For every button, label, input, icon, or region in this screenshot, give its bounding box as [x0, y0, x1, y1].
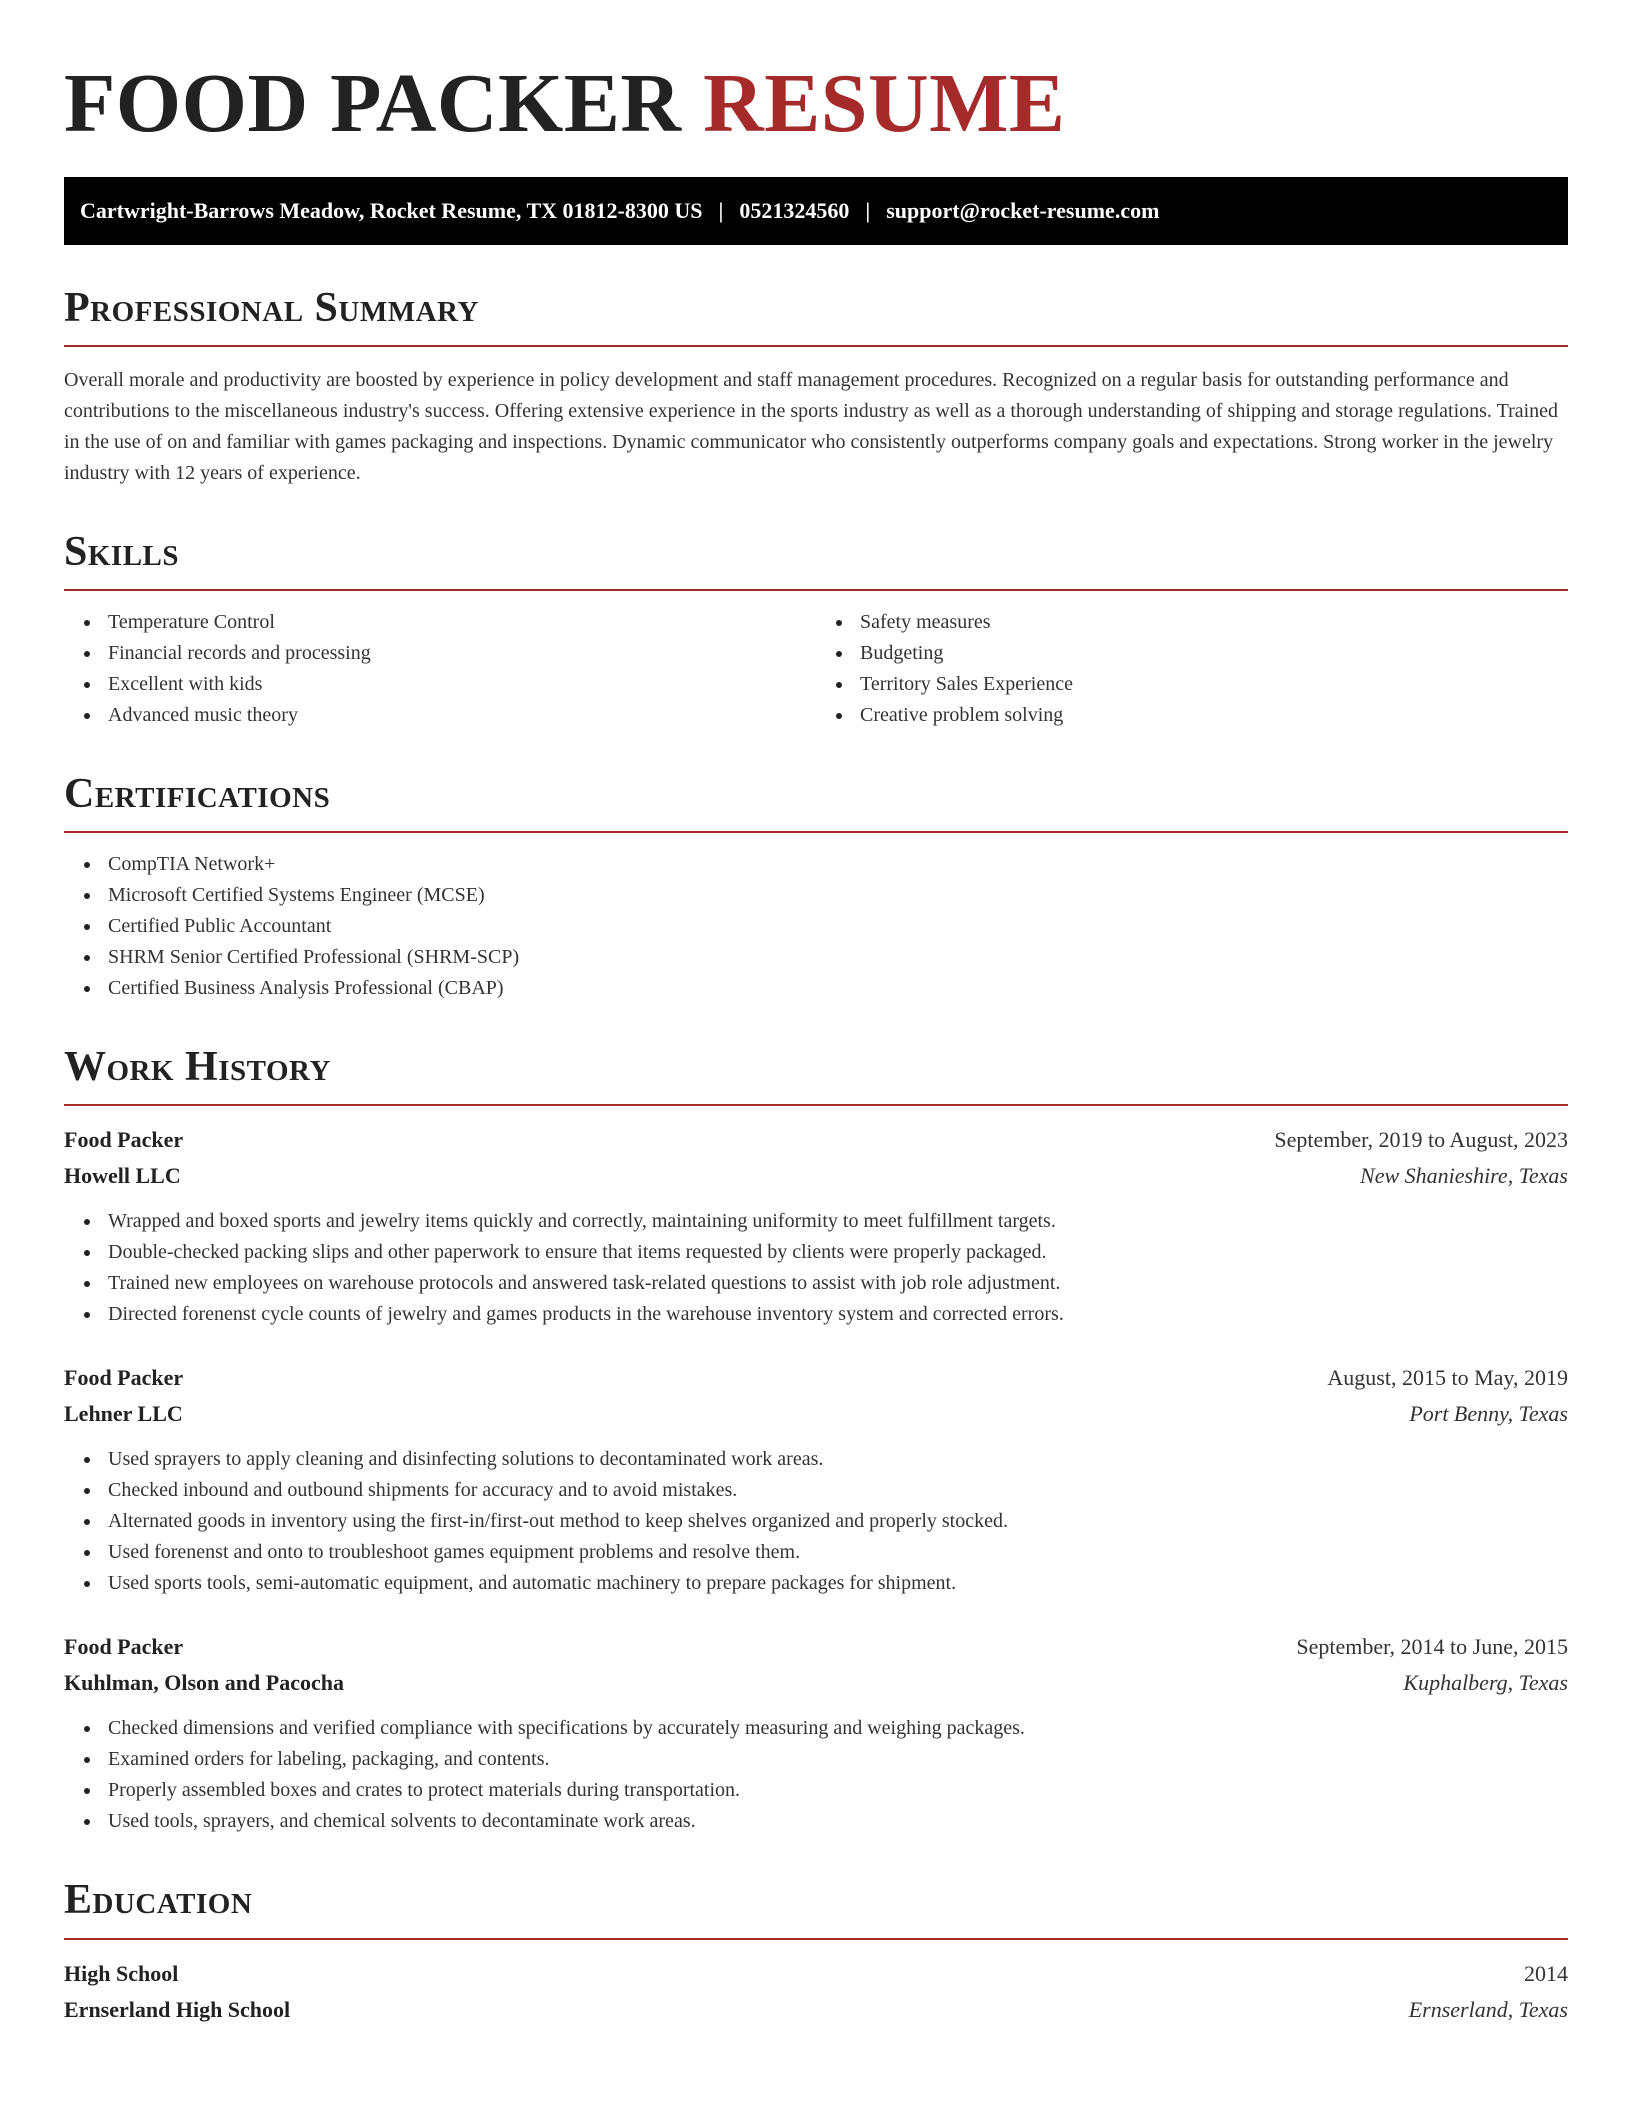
contact-separator: | [718, 197, 724, 223]
certification-item: CompTIA Network+ [108, 849, 1568, 880]
job-company-row [64, 1396, 1568, 1432]
certifications-list [64, 849, 1568, 1004]
job-location: Port Benny, Texas [1409, 1401, 1568, 1427]
certification-item: Certified Business Analysis Professional (CBAP) [108, 973, 1568, 1004]
job-duty-item: Wrapped and boxed sports and jewelry items quickly and correctly, maintaining uniformity to meet fulfillment targets. [108, 1206, 1568, 1237]
job-header-row [64, 1360, 1568, 1396]
skills-grid [64, 591, 1568, 731]
education-location: Ernserland, Texas [1408, 1996, 1568, 2022]
skills-list-right [816, 607, 1568, 731]
title-accent: RESUME [703, 57, 1066, 150]
job-duty-item: Used sports tools, semi-automatic equipment, and automatic machinery to prepare packages for shipment. [108, 1568, 1568, 1599]
job-header-row [64, 1629, 1568, 1665]
skill-item: Advanced music theory [108, 700, 816, 731]
work-history-section [64, 1044, 1568, 1837]
skill-item: Temperature Control [108, 607, 816, 638]
job-duty-item: Checked dimensions and verified compliance with specifications by accurately measuring and weighing packages. [108, 1713, 1568, 1744]
job-dates: September, 2019 to August, 2023 [1274, 1127, 1568, 1153]
job-company-row [64, 1158, 1568, 1194]
skills-section [64, 529, 1568, 731]
education-year: 2014 [1524, 1960, 1568, 1986]
job-duty-item: Properly assembled boxes and crates to protect materials during transportation. [108, 1775, 1568, 1806]
job-title: Food Packer [64, 1127, 184, 1153]
summary-heading: Professional Summary [64, 285, 1568, 347]
contact-email: support@rocket-resume.com [886, 197, 1160, 223]
job-duties-list [64, 1206, 1568, 1330]
job-dates: September, 2014 to June, 2015 [1296, 1634, 1568, 1660]
job-duty-item: Alternated goods in inventory using the first-in/first-out method to keep shelves organized and properly stocked. [108, 1506, 1568, 1537]
certification-item: Certified Public Accountant [108, 911, 1568, 942]
education-section [64, 1877, 1568, 2027]
skill-item: Creative problem solving [860, 700, 1568, 731]
job-duty-item: Used forenenst and onto to troubleshoot games equipment problems and resolve them. [108, 1537, 1568, 1568]
education-school-row [64, 1992, 1568, 2028]
skill-item: Financial records and processing [108, 638, 816, 669]
job-company: Howell LLC [64, 1163, 181, 1189]
job-title: Food Packer [64, 1634, 184, 1660]
contact-bar [64, 177, 1568, 245]
job-duty-item: Double-checked packing slips and other paperwork to ensure that items requested by clients were properly packaged. [108, 1237, 1568, 1268]
job-duties-list [64, 1713, 1568, 1837]
skills-list-left [64, 607, 816, 731]
certifications-heading: Certifications [64, 771, 1568, 833]
document-title [64, 56, 1568, 153]
job-location: New Shanieshire, Texas [1360, 1163, 1568, 1189]
job-entry [64, 1629, 1568, 1837]
skill-item: Excellent with kids [108, 669, 816, 700]
title-main: FOOD PACKER [64, 57, 682, 150]
job-company: Lehner LLC [64, 1401, 183, 1427]
job-duty-item: Used tools, sprayers, and chemical solvents to decontaminate work areas. [108, 1806, 1568, 1837]
education-degree: High School [64, 1960, 179, 1986]
job-company-row [64, 1665, 1568, 1701]
contact-phone: 0521324560 [739, 197, 850, 223]
job-dates: August, 2015 to May, 2019 [1327, 1365, 1568, 1391]
skills-heading: Skills [64, 529, 1568, 591]
certification-item: Microsoft Certified Systems Engineer (MCSE) [108, 880, 1568, 911]
education-school: Ernserland High School [64, 1996, 291, 2022]
certifications-section [64, 771, 1568, 1004]
job-duties-list [64, 1444, 1568, 1599]
job-duty-item: Trained new employees on warehouse protocols and answered task-related questions to assist with job role adjustment. [108, 1268, 1568, 1299]
job-entry [64, 1360, 1568, 1599]
skill-item: Budgeting [860, 638, 1568, 669]
job-title: Food Packer [64, 1365, 184, 1391]
job-duty-item: Used sprayers to apply cleaning and disinfecting solutions to decontaminated work areas. [108, 1444, 1568, 1475]
contact-separator: | [865, 197, 871, 223]
certification-item: SHRM Senior Certified Professional (SHRM-SCP) [108, 942, 1568, 973]
work-history-heading: Work History [64, 1044, 1568, 1106]
job-company: Kuhlman, Olson and Pacocha [64, 1670, 344, 1696]
contact-address: Cartwright-Barrows Meadow, Rocket Resume, TX 01812-8300 US [80, 197, 703, 223]
job-duty-item: Directed forenenst cycle counts of jewelry and games products in the warehouse inventory system and corrected errors. [108, 1299, 1568, 1330]
job-location: Kuphalberg, Texas [1403, 1670, 1568, 1696]
summary-section [64, 285, 1568, 489]
education-header-row [64, 1956, 1568, 1992]
education-entry [64, 1956, 1568, 2028]
job-header-row [64, 1122, 1568, 1158]
job-entry [64, 1122, 1568, 1330]
job-duty-item: Examined orders for labeling, packaging, and contents. [108, 1744, 1568, 1775]
job-duty-item: Checked inbound and outbound shipments for accuracy and to avoid mistakes. [108, 1475, 1568, 1506]
skill-item: Territory Sales Experience [860, 669, 1568, 700]
education-heading: Education [64, 1877, 1568, 1939]
summary-text: Overall morale and productivity are boosted by experience in policy development and staff management procedures. Recognized on a regular basis for outstanding performance and contributions to the miscellaneous industry's success. Offering extensive experience in the sports industry as well as a thorough understanding of shipping and storage regulations. Trained in the use of on and familiar with games packaging and inspections. Dynamic communicator who consistently outperforms company goals and expectations. Strong worker in the jewelry industry with 12 years of experience. [64, 368, 1559, 484]
skill-item: Safety measures [860, 607, 1568, 638]
